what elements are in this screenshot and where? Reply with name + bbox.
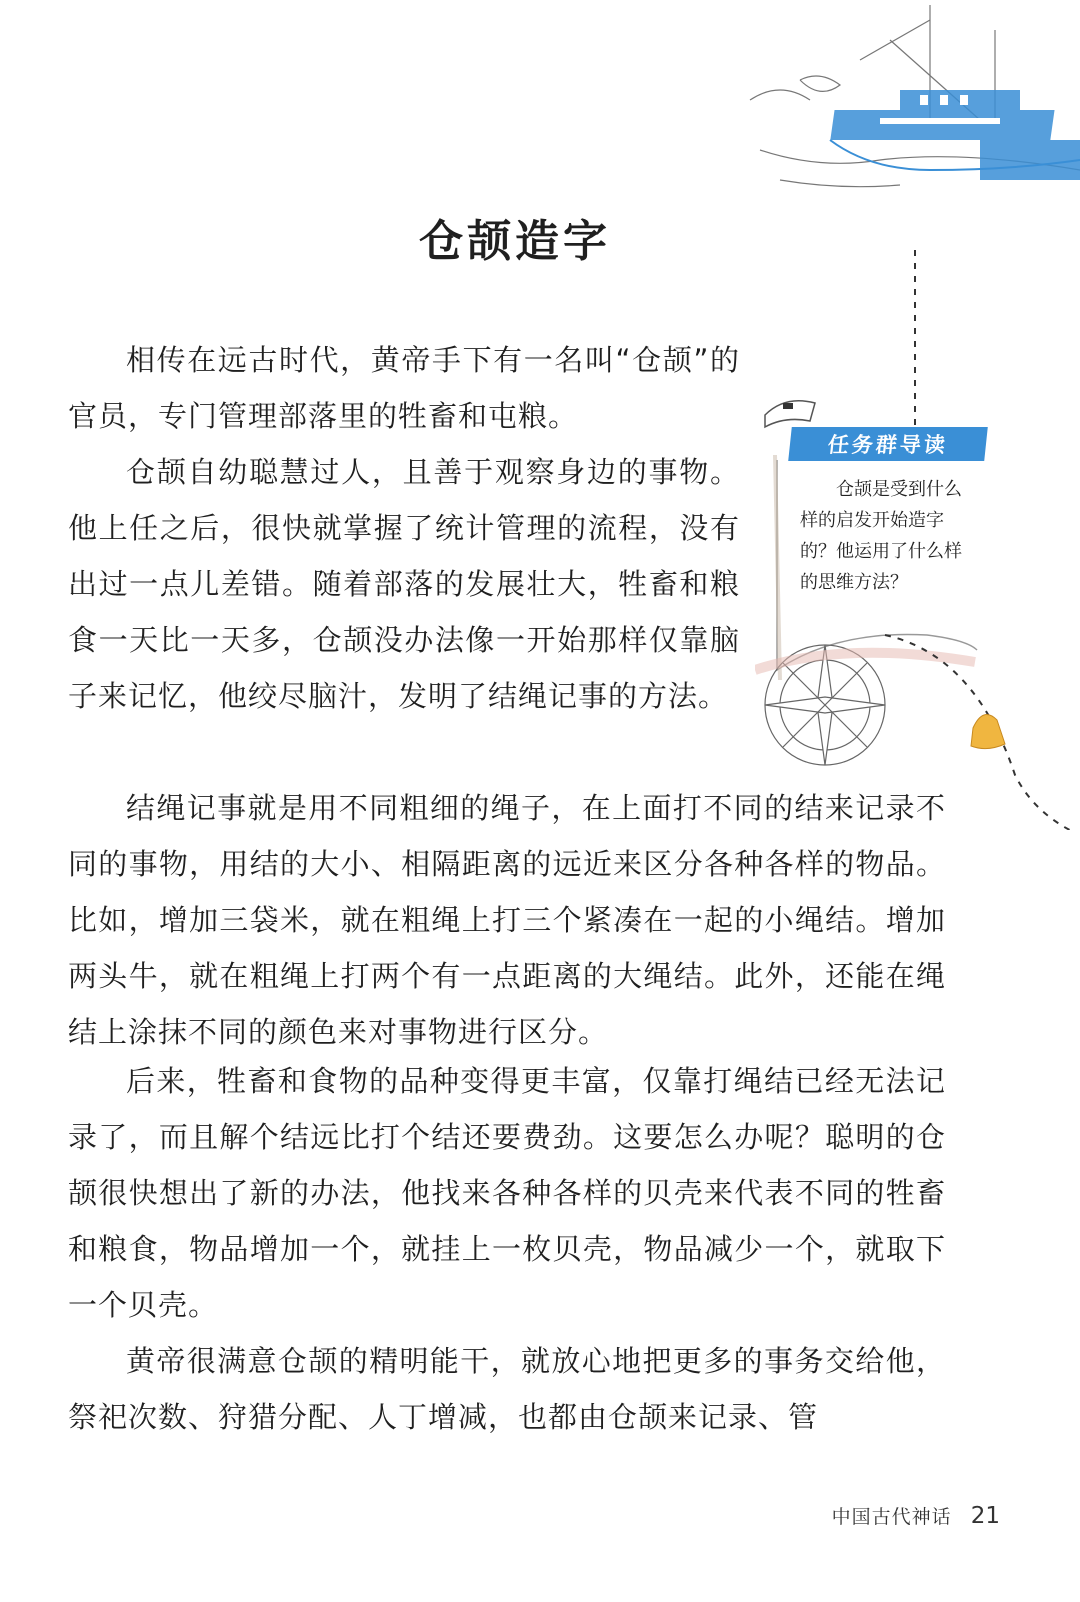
paragraph-3: 结绳记事就是用不同粗细的绳子，在上面打不同的结来记录不同的事物，用结的大小、相隔距离的远近来区分各种各样的物品。比如，增加三袋米，就在粗绳上打三个紧凑在一起的小绳结。增加两头牛，就在粗绳上打两个有一点距离的大绳结。此外，还能在绳结上涂抹不同的颜色来对事物进行区分。 — [68, 791, 946, 1049]
task-guide-banner: 任务群导读 — [788, 427, 988, 461]
paragraph-2: 仓颉自幼聪慧过人，且善于观察身边的事物。他上任之后，很快就掌握了统计管理的流程，没有出过一点儿差错。随着部落的发展壮大，牲畜和粮食一天比一天多，仓颉没办法像一开始那样仅靠脑子来记忆，他绞尽脑汁，发明了结绳记事的方法。 — [68, 455, 740, 713]
sailor-hat-icon — [765, 401, 815, 427]
paragraph-4: 后来，牲畜和食物的品种变得更丰富，仅靠打绳结已经无法记录了，而且解个结远比打个结还要费劲。这要怎么办呢？聪明的仓颉很快想出了新的办法，他找来各种各样的贝壳来代表不同的牲畜和粮食，物品增加一个，就挂上一枚贝壳，物品减少一个，就取下一个贝壳。 — [68, 1064, 946, 1322]
page-title: 仓颉造字 — [419, 216, 611, 267]
page-footer — [832, 1502, 1000, 1529]
book-series-title: 中国古代神话 — [831, 1506, 952, 1528]
paragraph-5: 黄帝很满意仓颉的精明能干，就放心地把更多的事务交给他，祭祀次数、狩猎分配、人丁增减，也都由仓颉来记录、管 — [68, 1344, 946, 1434]
bell-icon — [971, 715, 1005, 749]
page-number: 21 — [970, 1503, 1000, 1529]
task-guide-question: 仓颉是受到什么样的启发开始造字的？他运用了什么样的思维方法？ — [800, 479, 962, 593]
paragraph-1: 相传在远古时代，黄帝手下有一名叫“仓颉”的官员，专门管理部落里的牲畜和屯粮。 — [68, 343, 740, 433]
